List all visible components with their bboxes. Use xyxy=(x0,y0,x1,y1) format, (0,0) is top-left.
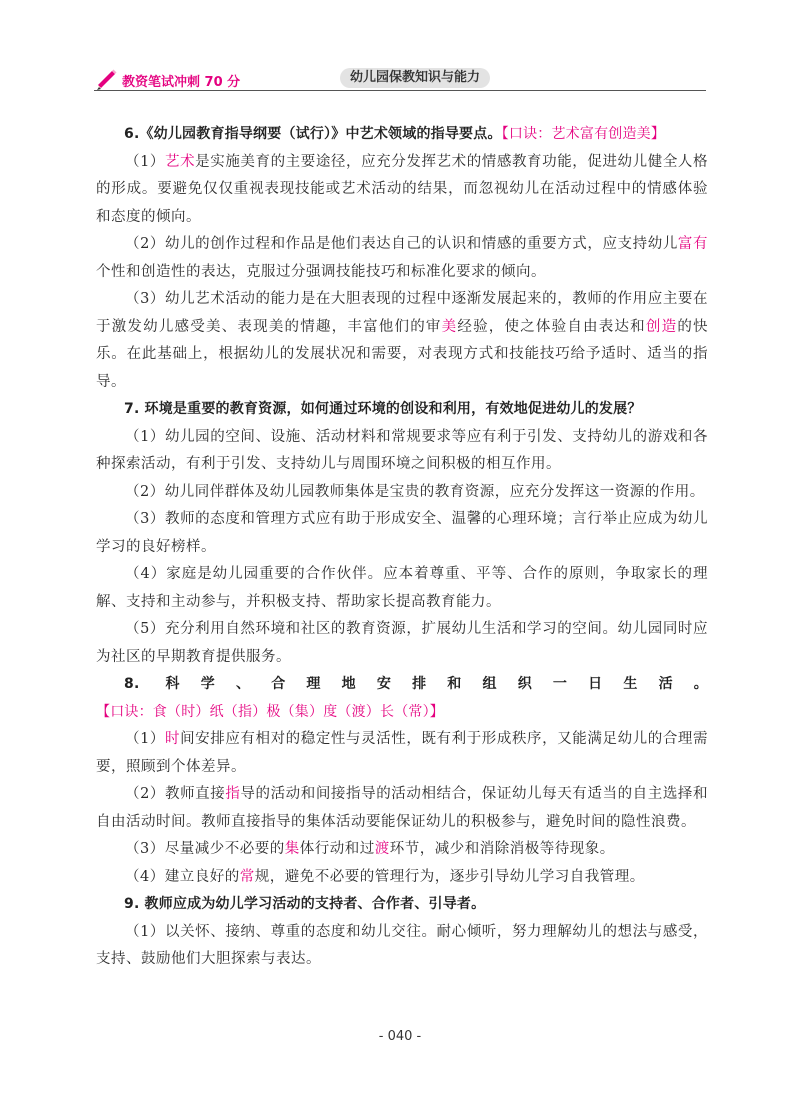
highlight-keyword: 美 xyxy=(441,318,458,335)
answer-paragraph xyxy=(96,616,708,671)
paragraph-text: （2）幼儿同伴群体及幼儿园教师集体是宝贵的教育资源，应充分发挥这一资源的作用。 xyxy=(125,483,705,500)
paragraph-text: （4）家庭是幼儿园重要的合作伙伴。应本着尊重、平等、合作的原则，争取家长的理解、支持和主动参与，并积极支持、帮助家长提高教育能力。 xyxy=(96,566,708,610)
highlight-keyword: 指 xyxy=(225,786,241,802)
paragraph-text: （3）尽量减少不必要的 xyxy=(125,841,285,857)
answer-paragraph xyxy=(96,864,708,892)
header-rule xyxy=(94,90,706,91)
paragraph-text: 个性和创造性的表达，克服过分强调技能技巧和标准化要求的倾向。 xyxy=(96,263,546,280)
page-content xyxy=(96,121,708,974)
paragraph-text: （5）充分利用自然环境和社区的教育资源，扩展幼儿生活和学习的空间。幼儿园同时应为社区的早期教育提供服务。 xyxy=(96,621,708,665)
answer-paragraph xyxy=(96,231,708,286)
paragraph-text: （2）教师直接 xyxy=(125,786,226,802)
highlight-keyword: 富有 xyxy=(677,236,708,252)
paragraph-text: （1） xyxy=(125,153,165,170)
question-heading xyxy=(96,121,708,149)
question-title: 7. 环境是重要的教育资源，如何通过环境的创设和利用，有效地促进幼儿的发展？ xyxy=(124,401,642,417)
highlight-keyword: 集 xyxy=(284,841,300,857)
question-heading xyxy=(96,891,708,919)
answer-paragraph xyxy=(96,836,708,864)
answer-paragraph xyxy=(96,424,708,479)
highlight-keyword: 时 xyxy=(164,731,181,747)
paragraph-text: （3）幼儿艺术活动的能力是在大胆表现的过程中逐渐发展起来的，教师的作用应主要在于激发幼儿感受美、表现美的情趣，丰富他们的审 xyxy=(96,291,708,335)
paragraph-text: （3）教师的态度和管理方式应有助于形成安全、温馨的心理环境；言行举止应成为幼儿学习的良好榜样。 xyxy=(96,511,708,555)
paragraph-text: 环节，减少和消除消极等待现象。 xyxy=(389,841,615,857)
question-title: 8. 科学、合理地安排和组织一日生活。 xyxy=(124,676,708,692)
paragraph-text: （1） xyxy=(125,731,165,747)
header-brand: 教资笔试冲刺 70 分 xyxy=(122,75,241,90)
header-subject-tag: 幼儿园保教知识与能力 xyxy=(340,68,490,88)
paragraph-text: （4）建立良好的 xyxy=(125,868,240,885)
paragraph-text: 体行动和过 xyxy=(299,841,375,857)
paragraph-text: （1）以关怀、接纳、尊重的态度和幼儿交往。耐心倾听，努力理解幼儿的想法与感受，支持、鼓励他们大胆探索与表达。 xyxy=(96,923,708,967)
paragraph-text: 规，避免不必要的管理行为，逐步引导幼儿学习自我管理。 xyxy=(254,868,645,885)
question-heading xyxy=(96,671,708,726)
answer-paragraph xyxy=(96,781,708,836)
paragraph-text: 是实施美育的主要途径，应充分发挥艺术的情感教育功能，促进幼儿健全人格的形成。要避免仅仅重视表现技能或艺术活动的结果，而忽视幼儿在活动过程中的情感体验和态度的倾向。 xyxy=(96,153,708,225)
question-title: 6.《幼儿园教育指导纲要（试行）》中艺术领域的指导要点。 xyxy=(124,126,502,142)
paragraph-text: （2）幼儿的创作过程和作品是他们表达自己的认识和情感的重要方式，应支持幼儿 xyxy=(125,236,678,252)
question-heading xyxy=(96,396,708,424)
page-number: - 040 - xyxy=(378,1029,422,1044)
answer-paragraph xyxy=(96,726,708,781)
answer-paragraph xyxy=(96,561,708,616)
highlight-keyword: 渡 xyxy=(374,841,390,857)
answer-paragraph xyxy=(96,506,708,561)
paragraph-text: （1）幼儿园的空间、设施、活动材料和常规要求等应有利于引发、支持幼儿的游戏和各种探索活动，有利于引发、支持幼儿与周围环境之间积极的相互作用。 xyxy=(96,428,708,472)
answer-paragraph xyxy=(96,149,708,232)
answer-paragraph xyxy=(96,286,708,396)
mnemonic: 【口诀：艺术富有创造美】 xyxy=(501,126,666,142)
page-header xyxy=(94,66,706,92)
pencil-icon xyxy=(94,68,118,92)
highlight-keyword: 艺术 xyxy=(164,153,196,170)
highlight-keyword: 常 xyxy=(239,868,255,885)
answer-paragraph xyxy=(96,479,708,507)
mnemonic: 【口诀：食（时）纸（指）极（集）度（渡）长（常）】 xyxy=(96,703,444,720)
paragraph-text: 导的活动和间接指导的活动相结合，保证幼儿每天有适当的自主选择和自由活动时间。教师直接指导的集体活动要能保证幼儿的积极参与，避免时间的隐性浪费。 xyxy=(96,786,708,830)
highlight-keyword: 创造 xyxy=(645,318,678,335)
paragraph-text: 的快乐。在此基础上，根据幼儿的发展状况和需要，对表现方式和技能技巧给予适时、适当的指导。 xyxy=(96,318,709,390)
paragraph-text: 间安排应有相对的稳定性与灵活性，既有利于形成秩序，又能满足幼儿的合理需要，照顾到个体差异。 xyxy=(96,731,708,775)
question-title: 9. 教师应成为幼儿学习活动的支持者、合作者、引导者。 xyxy=(124,896,486,912)
answer-paragraph xyxy=(96,919,708,974)
paragraph-text: 经验，使之体验自由表达和 xyxy=(457,318,646,335)
